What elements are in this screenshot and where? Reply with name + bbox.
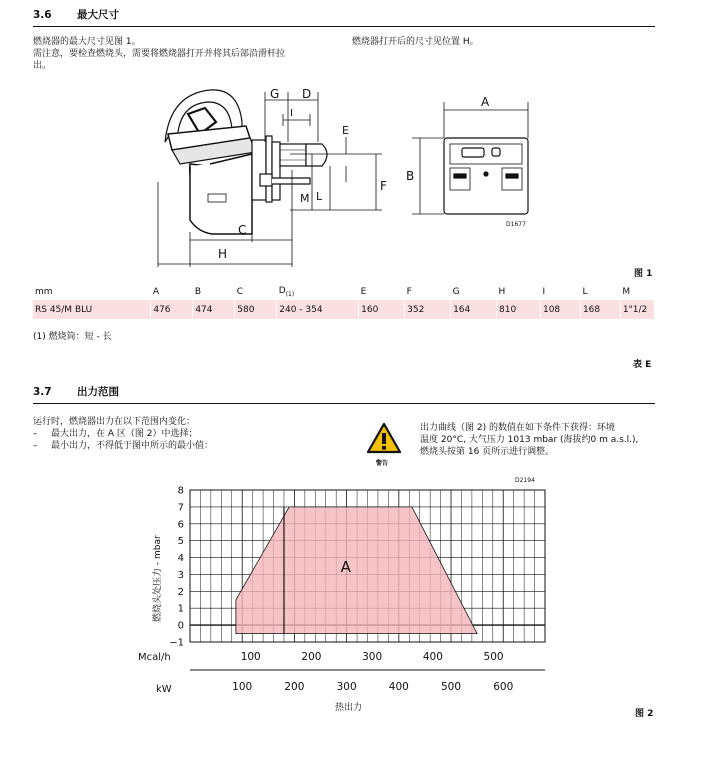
chart-x-tick-label-mcal: 400: [422, 651, 443, 663]
table-label: 表 E: [633, 360, 652, 370]
output-range-chart: [130, 472, 555, 717]
chart-y-tick-label: 4: [177, 553, 184, 565]
chart-y-tick-label: 1: [177, 603, 184, 615]
chart-area-a: [236, 507, 477, 634]
chart-y-tick-label: −1: [169, 637, 184, 649]
intro-paragraph: 燃烧器的最大尺寸见图 1。 需注意，要检查燃烧头，需要将燃烧器打开并将其后部沿滑杆拉 出。: [33, 37, 286, 71]
chart-y-tick-label: 8: [177, 485, 184, 497]
chart-x-tick-label-kw: 100: [232, 681, 253, 693]
dim-label-i: I: [290, 108, 293, 119]
chart-x-unit-mcal: Mcal/h: [138, 652, 171, 663]
chart-x-tick-label-mcal: 300: [362, 651, 383, 663]
dim-label-m: M: [300, 192, 310, 205]
section-number: 3.7: [33, 386, 52, 398]
chart-y-tick-label: 5: [177, 536, 184, 548]
section-header-dimensions: [33, 6, 655, 27]
figure-2-label: 图 2: [635, 709, 654, 719]
burner-dimension-drawing: [150, 82, 570, 272]
chart-x-tick-label-kw: 300: [336, 681, 357, 693]
opened-dimensions-note: 燃烧器打开后的尺寸见位置 H。: [352, 37, 479, 47]
dim-label-h: H: [218, 247, 228, 261]
chart-x-axis-label: 热出力: [335, 703, 363, 713]
output-curve-conditions: 出力曲线（图 2) 的数值在如下条件下获得：环境 温度 20°C, 大气压力 1013 mbar (海拔约0 m a.s.l.), 燃烧头按第 16 页所示进行调整。: [420, 423, 639, 457]
chart-x-tick-label-kw: 500: [441, 681, 462, 693]
dim-label-c: C: [238, 223, 247, 237]
table-row: RS 45/M BLU 476 474 580 240 - 354 160 352 164 810 108 168 1"1/2: [33, 300, 655, 319]
chart-y-tick-label: 0: [177, 620, 184, 632]
chart-y-axis-label: 燃烧头处压力 - mbar: [153, 535, 163, 622]
chart-y-tick-label: 2: [177, 586, 184, 598]
dim-label-d: D: [302, 87, 312, 101]
figure-1-label: 图 1: [634, 269, 653, 279]
section-title: 出力范围: [77, 386, 119, 398]
chart-code: D2194: [515, 477, 535, 484]
dim-label-g: G: [270, 87, 280, 101]
chart-x-tick-label-mcal: 200: [301, 651, 322, 663]
chart-y-tick-label: 6: [177, 519, 184, 531]
dim-label-e: E: [342, 124, 349, 137]
chart-x-tick-label-kw: 400: [388, 681, 409, 693]
chart-area-label: A: [340, 558, 351, 576]
dim-label-a: A: [481, 95, 490, 109]
chart-x-tick-label-mcal: 100: [240, 651, 261, 663]
warning-caption: 警告: [376, 460, 389, 467]
output-range-paragraph: 运行时，燃烧器出力在以下范围内变化： – 最大出力，在 A 区（图 2）中选择； – 最小出力，不得低于图中所示的最小值：: [33, 417, 214, 451]
chart-x-tick-label-kw: 200: [284, 681, 305, 693]
dim-label-l: L: [316, 190, 323, 203]
section-number: 3.6: [33, 9, 52, 21]
warning-icon: [366, 422, 402, 454]
drawing-code: D1677: [506, 221, 526, 228]
dim-label-f: F: [380, 179, 387, 193]
dimensions-table: [33, 284, 655, 319]
dim-label-b: B: [406, 169, 415, 183]
chart-y-tick-label: 3: [177, 569, 184, 581]
section-header-output-range: [33, 383, 655, 404]
table-header-row: mm A B C $D_{(1)}$ E F G H I L M: [35, 286, 631, 298]
chart-x-unit-kw: kW: [156, 684, 172, 695]
chart-y-tick-label: 7: [177, 502, 184, 514]
table-footnote: (1) 燃烧筒：短 - 长: [33, 332, 112, 342]
section-title: 最大尺寸: [77, 9, 119, 21]
chart-x-tick-label-mcal: 500: [483, 651, 504, 663]
chart-x-tick-label-kw: 600: [493, 681, 514, 693]
